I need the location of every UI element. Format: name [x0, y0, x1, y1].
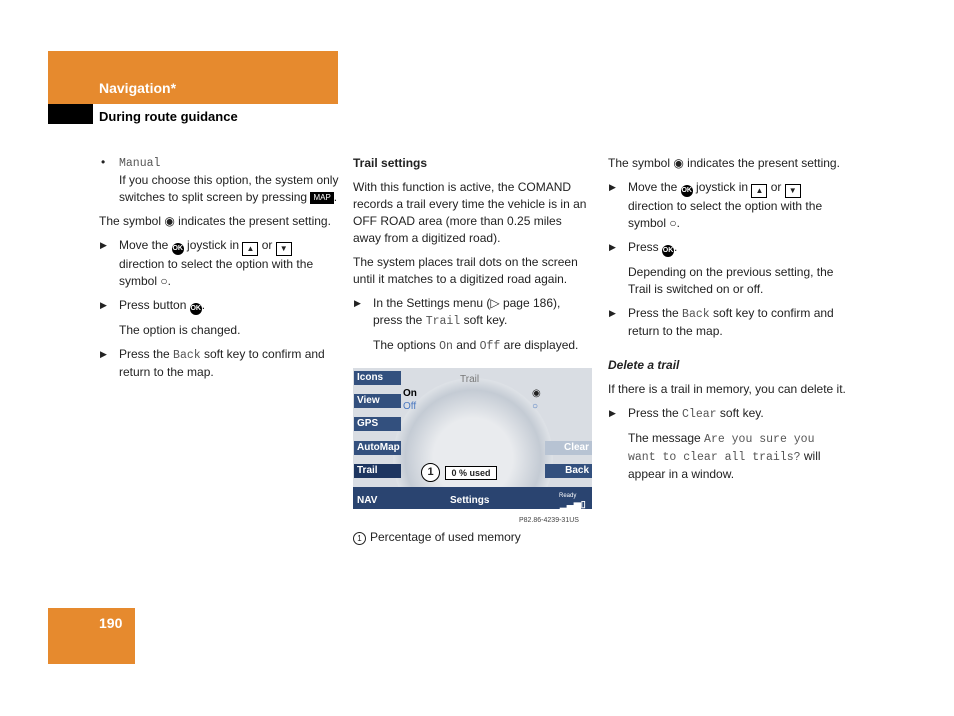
column-2: Trail settings With this function is active, the COMAND records a trail every time the vehicle is in an OFF ROAD area (more than 0.25 miles away from a digitized road). The system places trail dots on the screen until it matches to a digitized road again. ▶ In the Settings menu (▷ page 186), press the Trail soft key. The options On and Off are displayed.: [353, 155, 593, 355]
callout-marker: 1: [421, 463, 440, 482]
step: ▶ In the Settings menu (▷ page 186), press the Trail soft key.: [354, 296, 561, 328]
radio-empty-icon: ○: [532, 401, 539, 412]
option-off[interactable]: Off: [403, 401, 417, 412]
screen-button-view[interactable]: View: [354, 394, 401, 408]
list-item: • Manual If you choose this option, the system only switches to split screen by pressing MAP .: [101, 155, 339, 204]
arrow-icon: ▶: [100, 349, 107, 359]
step: ▶ Press the Back soft key to confirm and return to the map.: [100, 347, 325, 379]
column-1: [99, 154, 339, 381]
step: ▶ Press the Clear soft key.: [609, 406, 764, 421]
memory-used: 0 % used: [445, 466, 497, 480]
step-result: The options On and Off are displayed.: [373, 338, 579, 353]
subsection-title: During route guidance: [99, 109, 238, 124]
symbol-note: The symbol ◉ indicates the present setting.: [99, 214, 331, 228]
step: ▶ Press OK.: [608, 239, 848, 257]
screen-button-gps[interactable]: GPS: [354, 417, 401, 431]
arrow-icon: ▶: [354, 298, 361, 308]
image-code: P82.86-4239-31US: [519, 517, 579, 524]
figure-caption: 1 Percentage of used memory: [353, 529, 521, 546]
step: ▶ Press button OK.: [99, 297, 339, 315]
up-key-icon: ▲: [751, 184, 767, 198]
step: ▶ Move the OK joystick in ▲ or ▼ direction to select the option with the symbol ○.: [100, 238, 314, 288]
section-heading: Delete a trail: [608, 358, 680, 372]
screen-button-icons[interactable]: Icons: [354, 371, 401, 385]
step-result: Depending on the previous setting, the Trail is switched on or off.: [628, 265, 834, 296]
signal-icon: ▁▃▅▯: [560, 499, 586, 509]
ok-button-icon: OK: [662, 245, 674, 257]
up-key-icon: ▲: [242, 242, 258, 256]
status-label: Ready: [559, 493, 577, 499]
step: ▶ Press the Back soft key to confirm and return to the map.: [609, 306, 834, 338]
arrow-icon: ▶: [100, 240, 107, 250]
step-result: The message Are you sure you want to clear all trails? will appear in a window.: [628, 431, 821, 481]
screen-button-automap[interactable]: AutoMap: [354, 441, 401, 455]
arrow-icon: ▶: [609, 308, 616, 318]
arrow-icon: ▶: [609, 242, 616, 252]
symbol-note: The symbol ◉ indicates the present setting.: [608, 156, 840, 170]
screen-title: Trail: [460, 374, 480, 385]
down-key-icon: ▼: [785, 184, 801, 198]
screen-button-back[interactable]: Back: [545, 464, 592, 478]
page-number: 190: [99, 615, 123, 631]
ok-button-icon: OK: [172, 243, 184, 255]
step-result: The option is changed.: [119, 323, 241, 337]
section-title: Navigation*: [99, 80, 177, 96]
column-3: The symbol ◉ indicates the present setting. ▶ Move the OK joystick in ▲ or ▼ direction to select the option with the symbol ○. ▶ Press OK. Depending on the previous setting, the Trail is switched on or off. ▶ Press the Back soft key to confirm and return to the map. Delete a trail If there is a trail in memory, you can delete it. ▶ Press the Clear soft key. The message Are you sure you want to clear all trails? will appear in a window.: [608, 155, 848, 483]
nav-label: NAV: [357, 495, 378, 506]
arrow-icon: ▶: [609, 182, 616, 192]
screen-button-clear[interactable]: Clear: [545, 441, 592, 455]
header-band: [48, 51, 338, 104]
option-on[interactable]: On: [403, 388, 417, 399]
screen-status-bar: [353, 487, 592, 509]
screen-button-trail[interactable]: Trail: [354, 464, 401, 478]
header-marker: [48, 104, 93, 124]
step: ▶ Move the OK joystick in ▲ or ▼ direction to select the option with the symbol ○.: [609, 180, 823, 230]
comand-screen: [353, 368, 592, 509]
ok-button-icon: OK: [190, 303, 202, 315]
arrow-icon: ▶: [100, 300, 107, 310]
map-key-icon: MAP: [310, 192, 333, 204]
settings-label: Settings: [450, 495, 490, 506]
section-heading: Trail settings: [353, 156, 428, 170]
down-key-icon: ▼: [276, 242, 292, 256]
arrow-icon: ▶: [609, 408, 616, 418]
radio-selected-icon: ◉: [532, 388, 541, 399]
ok-button-icon: OK: [681, 185, 693, 197]
